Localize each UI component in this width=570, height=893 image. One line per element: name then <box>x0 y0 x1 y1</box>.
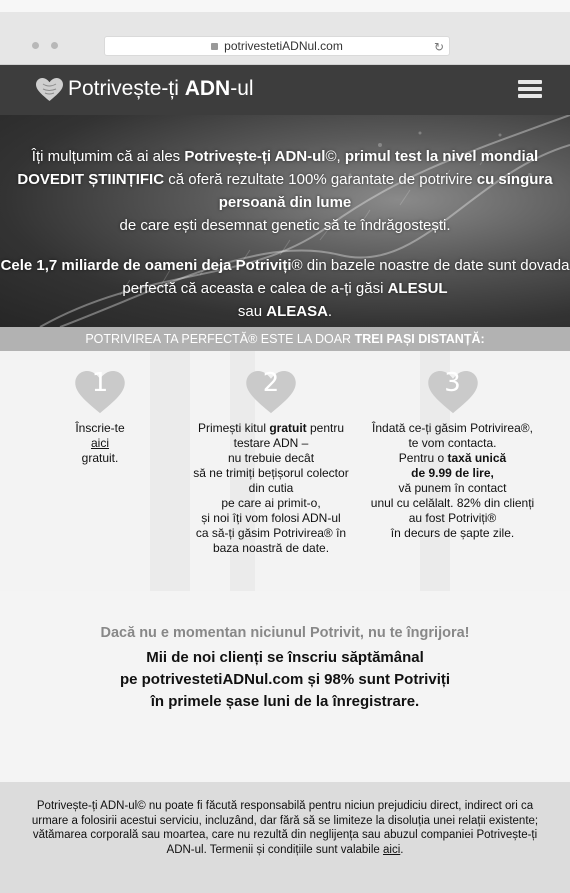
heart-logo-icon[interactable] <box>36 78 63 102</box>
address-bar[interactable] <box>104 36 450 56</box>
reassurance-text: Mii de noi clienți se înscriu săptămânal pe potrivestetiADNul.com și 98% sunt Potriviți în primele șase luni de la înregistrare. <box>119 649 451 710</box>
step-3-line: te vom contacta. <box>408 436 497 450</box>
hero-intro-text: Îți mulțumim că ai ales Potrivește-ți ADN-ul©, primul test la nivel mondial DOVEDIT ȘTIINȚIFIC că oferă rezultate 100% garantate de potrivire cu singura persoană din lume de care ești desemnat genetic să te îndrăgostești. <box>17 148 553 234</box>
hero-section <box>0 115 570 327</box>
step-3-line: unul cu celălalt. 82% din clienți <box>370 496 535 510</box>
step-2-line: testare ADN – <box>233 436 309 450</box>
window-dot-icon[interactable] <box>32 42 39 49</box>
step-3-line: în decurs de șapte zile. <box>390 526 515 540</box>
step-number: 1 <box>91 368 109 398</box>
steps-heading: POTRIVIREA TA PERFECTĂ® ESTE LA DOAR TREI PAȘI DISTANȚĂ: <box>0 327 570 351</box>
step-2 <box>176 368 366 556</box>
step-2-line: să ne trimiți bețișorul colector <box>193 466 349 480</box>
signup-link[interactable]: aici <box>90 436 109 450</box>
step-3-line: de 9.99 de lire, <box>411 466 494 480</box>
step-1-line: gratuit. <box>81 451 119 465</box>
step-3-line: au fost Potriviți® <box>408 511 497 525</box>
step-2-line: nu trebuie decât <box>227 451 315 465</box>
step-2-line: ca să-ți găsim Potrivirea® în <box>195 526 347 540</box>
browser-top-strip <box>0 0 570 12</box>
address-text: potrivestetiADNul.com <box>224 39 343 53</box>
site-header <box>0 65 570 115</box>
reload-icon[interactable]: ↻ <box>433 40 444 54</box>
brand-title[interactable]: Potrivește-ți ADN-ul <box>68 77 254 100</box>
step-3-line: vă punem în contact <box>398 481 507 495</box>
reassurance-heading: Dacă nu e momentan niciunul Potrivit, nu te îngrijora! <box>100 625 470 641</box>
hamburger-menu-icon[interactable] <box>518 80 542 99</box>
step-1 <box>55 368 145 466</box>
step-1-line: Înscrie-te <box>75 421 125 435</box>
step-number: 2 <box>262 368 280 398</box>
steps-section <box>0 351 570 591</box>
lock-icon <box>211 43 218 50</box>
hero-stats-text: Cele 1,7 miliarde de oameni deja Potriviți® din bazele noastre de date sunt dovada perfectă că aceasta e calea de a-ți găsi ALESUL sau ALEASA. <box>0 257 570 320</box>
step-2-line: din cutia <box>248 481 294 495</box>
window-dot-icon[interactable] <box>51 42 58 49</box>
step-3-line: Îndată ce-ți găsim Potrivirea®, <box>372 421 533 435</box>
step-2-line: baza noastră de date. <box>212 541 330 555</box>
step-2-line: și noi îți vom folosi ADN-ul <box>201 511 341 525</box>
step-2-line: Primești kitul gratuit pentru <box>197 421 345 435</box>
terms-link[interactable]: aici <box>383 843 401 856</box>
step-number: 3 <box>444 368 461 398</box>
footer-disclaimer: Potrivește-ți ADN-ul© nu poate fi făcută responsabilă pentru niciun prejudiciu direct, indirect ori ca urmare a folosirii acestui serviciu, incluzând, dar fără să se limiteze la disoluția unei relații existente; vătămarea corporală sau moartea, care nu rezultă din neglijența sau abuzul companiei Potrivește-ți ADN-ul. Termenii și condițiile sunt valabile aici. <box>0 782 570 893</box>
step-2-line: pe care ai primit-o, <box>221 496 321 510</box>
step-3 <box>360 368 545 541</box>
reassurance-section <box>0 591 570 782</box>
browser-chrome <box>0 0 570 65</box>
step-3-line: Pentru o taxă unică <box>398 451 507 465</box>
